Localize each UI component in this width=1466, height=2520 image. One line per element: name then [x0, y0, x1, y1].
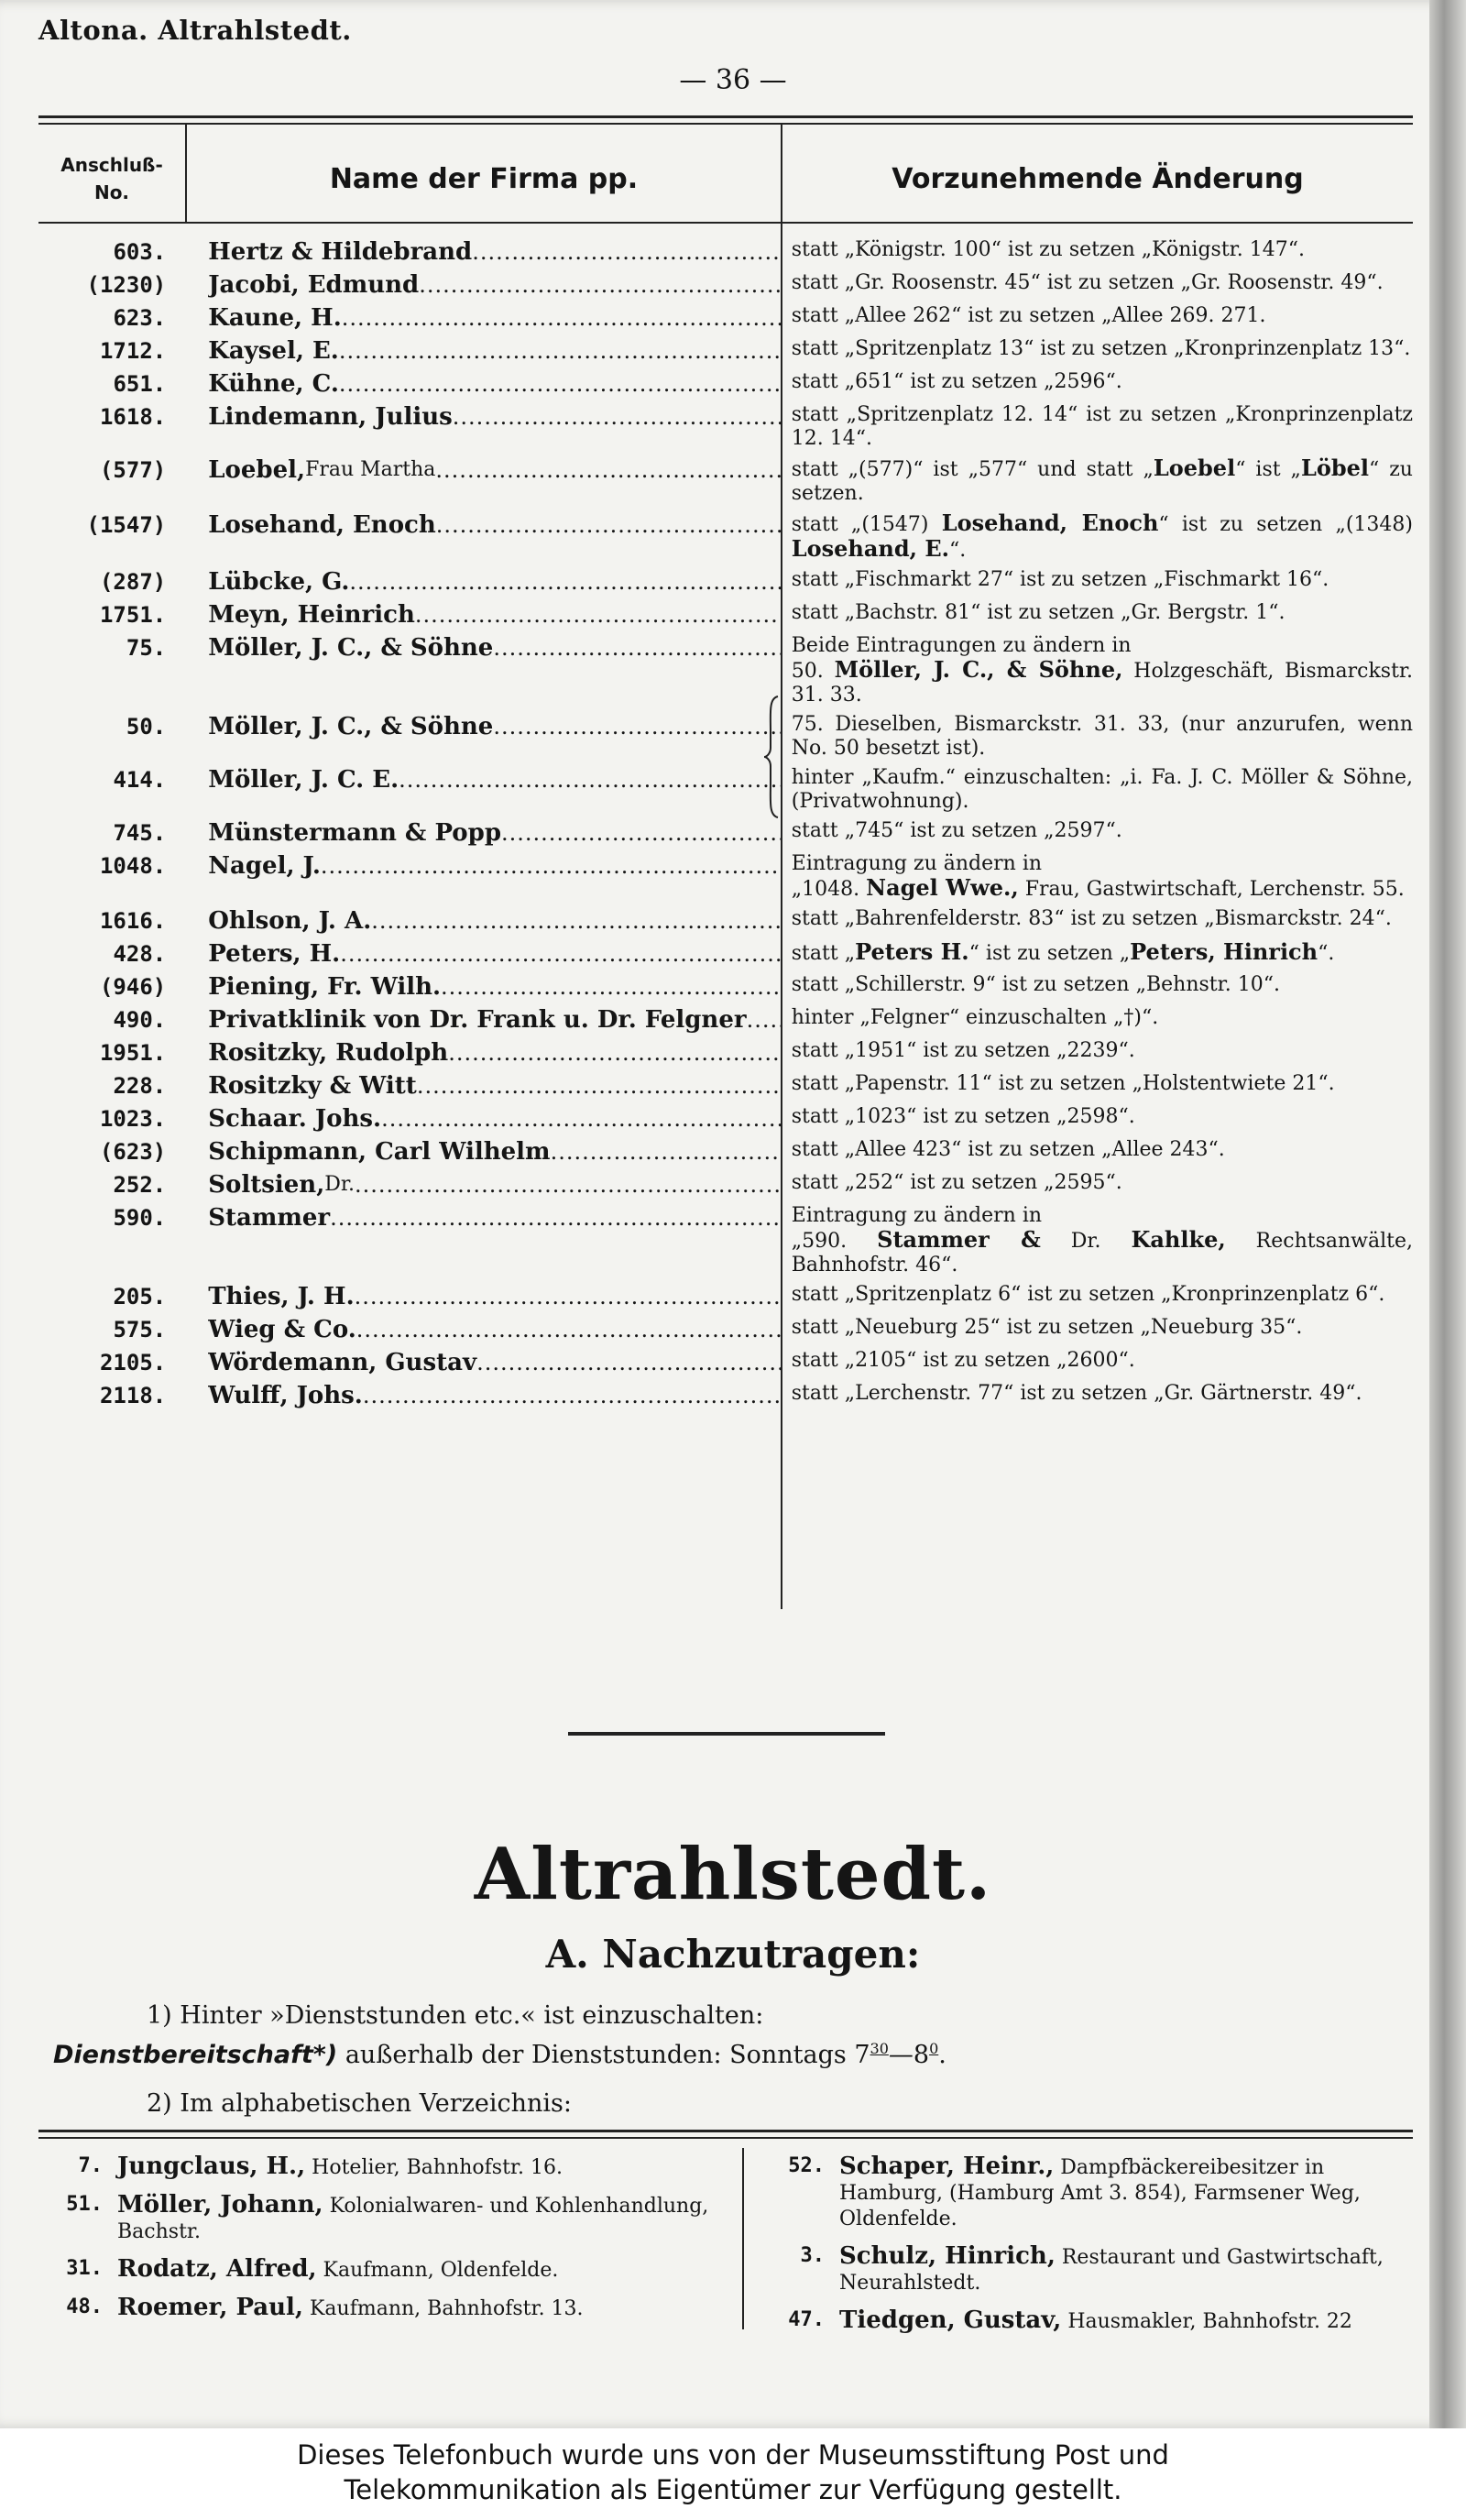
note-1-term: Dienstbereitschaft*) — [53, 2041, 338, 2069]
change-firm-name: Nagel Wwe., — [866, 874, 1019, 901]
alpha-description: Hausmakler, Bahnhofstr. 22 — [1061, 2310, 1352, 2333]
entry-name — [208, 1134, 781, 1166]
alpha-name: Schaper, Heinr., — [839, 2153, 1055, 2180]
entry-change — [792, 1200, 1413, 1277]
alpha-body — [117, 2256, 735, 2284]
firm-name: Lindemann, Julius — [208, 403, 453, 431]
alpha-number: 31. — [66, 2257, 103, 2280]
entry-row — [38, 709, 1413, 762]
change-text: 50. — [791, 660, 835, 683]
firm-name: Schaar. Johs. — [208, 1105, 382, 1133]
alpha-top-rule-thin — [38, 2137, 1413, 2139]
alpha-body — [117, 2153, 735, 2181]
entry-change — [792, 235, 1413, 262]
entry-row — [38, 1279, 1413, 1312]
leader-dots — [435, 456, 780, 484]
alpha-body — [839, 2307, 1429, 2335]
page-edge-shadow — [1429, 0, 1466, 2428]
entry-number: 2118. — [99, 1383, 167, 1408]
entry-number: (623) — [99, 1139, 167, 1165]
entry-number: 205. — [113, 1284, 167, 1309]
entry-name — [208, 849, 781, 880]
entry-name — [208, 367, 781, 398]
firm-name: Losehand, Enoch — [208, 511, 436, 539]
entry-name — [208, 334, 781, 365]
change-text: statt „1951“ ist zu setzen „2239“. — [791, 1039, 1135, 1062]
entry-number: 50. — [126, 714, 167, 740]
entry-row — [38, 937, 1413, 970]
firm-name: Kaysel, E. — [208, 337, 339, 365]
column-header-change: Vorzunehmende Änderung — [892, 162, 1304, 195]
page-number: — 36 — — [679, 64, 787, 96]
top-rule-thin — [38, 123, 1413, 125]
leader-dots — [330, 1204, 781, 1232]
entry-name — [208, 970, 781, 1001]
entry-row — [38, 1101, 1413, 1134]
alpha-body — [117, 2295, 735, 2322]
entry-number: (1547) — [86, 512, 167, 538]
firm-name: Kühne, C. — [208, 370, 339, 398]
firm-name: Wieg & Co. — [208, 1316, 356, 1343]
alpha-description: Hotelier, Bahnhofstr. 16. — [305, 2156, 563, 2179]
entry-number: 603. — [113, 239, 167, 265]
entry-row — [38, 400, 1413, 453]
leader-dots — [349, 568, 780, 596]
leader-dots — [551, 1138, 781, 1166]
alpha-entry — [760, 2307, 1429, 2335]
change-firm-name: Möller, J. C., & Söhne, — [834, 656, 1123, 683]
alpha-entry — [760, 2243, 1429, 2296]
leader-dots — [441, 973, 781, 1001]
entry-number: 1618. — [99, 404, 167, 430]
note-1-dash: —8 — [888, 2041, 930, 2069]
entry-number: 590. — [113, 1205, 167, 1231]
entry-name — [208, 1200, 781, 1232]
entry-row — [38, 453, 1413, 508]
change-list — [38, 235, 1413, 1411]
footer-line-1: Dieses Telefonbuch wurde uns von der Museumsstiftung Post und — [297, 2439, 1169, 2471]
leader-dots — [355, 1283, 781, 1310]
change-text: statt „Schillerstr. 9“ ist zu setzen „Behnstr. 10“. — [791, 973, 1280, 996]
alpha-list-left — [38, 2153, 735, 2333]
leader-dots — [340, 940, 781, 968]
entry-row — [38, 268, 1413, 301]
leader-dots — [363, 1382, 781, 1409]
entry-change — [792, 1378, 1413, 1406]
firm-suffix: Frau Martha — [305, 458, 436, 481]
entry-change — [792, 937, 1413, 966]
alpha-entry — [38, 2295, 735, 2322]
change-firm-name: Löbel — [1300, 455, 1369, 481]
header-rule — [38, 222, 1413, 224]
leader-dots — [415, 601, 781, 629]
change-text: “ ist zu setzen „(1348) — [1158, 513, 1414, 536]
entry-name — [208, 762, 781, 794]
entry-number: 252. — [113, 1172, 167, 1198]
entry-change — [792, 453, 1413, 506]
leader-dots — [476, 1349, 781, 1376]
entry-name — [208, 904, 781, 935]
change-text: Eintragung zu ändern in — [791, 1204, 1043, 1227]
entry-row — [38, 970, 1413, 1003]
alpha-body — [839, 2153, 1429, 2232]
alpha-body — [117, 2192, 735, 2245]
alpha-name: Tiedgen, Gustav, — [839, 2306, 1062, 2334]
firm-name: Rositzky & Witt — [208, 1072, 417, 1100]
entry-number: 745. — [113, 820, 167, 846]
firm-name: Hertz & Hildebrand — [208, 238, 473, 266]
entry-row — [38, 564, 1413, 597]
alpha-name: Rodatz, Alfred, — [117, 2255, 317, 2283]
change-text: statt „Spritzenplatz 13“ ist zu setzen „Kronprinzenplatz 13“. — [791, 337, 1411, 360]
change-firm-name: Peters H. — [855, 938, 969, 965]
alpha-description: Kaufmann, Bahnhofstr. 13. — [303, 2297, 584, 2320]
change-text: statt „745“ ist zu setzen „2597“. — [791, 819, 1122, 842]
entry-number: 1951. — [99, 1040, 167, 1066]
column-header-number: Anschluß- No. — [60, 154, 163, 203]
column-header-name: Name der Firma pp. — [329, 162, 639, 195]
change-text: statt „Königstr. 100“ ist zu setzen „Königstr. 147“. — [791, 238, 1305, 261]
entry-row — [38, 1035, 1413, 1068]
change-text: “ ist „ — [1235, 458, 1301, 481]
change-text: Eintragung zu ändern in — [791, 852, 1043, 875]
change-firm-name: Losehand, E. — [791, 535, 950, 562]
change-text: statt „ — [791, 942, 856, 965]
note-1-end: . — [938, 2041, 946, 2069]
entry-row — [38, 1068, 1413, 1101]
entry-change — [792, 1035, 1413, 1063]
leader-dots — [355, 1171, 781, 1199]
change-text: “ ist zu setzen „ — [968, 942, 1131, 965]
change-text: statt „Bachstr. 81“ ist zu setzen „Gr. Bergstr. 1“. — [791, 601, 1285, 624]
entry-change — [792, 1345, 1413, 1373]
alpha-body — [839, 2243, 1429, 2296]
alpha-description: Dampfbäckereibesitzer in Hamburg, (Hamburg Amt 3. 854), Farmsener Weg, Oldenfelde. — [839, 2156, 1361, 2230]
entry-row — [38, 508, 1413, 564]
firm-name: Ohlson, J. A. — [208, 907, 372, 935]
entry-name — [208, 453, 781, 484]
change-firm-name: Kahlke, — [1131, 1226, 1226, 1253]
entry-row — [38, 904, 1413, 937]
entry-number: 1751. — [99, 602, 167, 628]
change-text: statt „(1547) — [791, 513, 942, 536]
change-text: hinter „Kaufm.“ einzuschalten: „i. Fa. J. C. Möller & Söhne, (Privatwohnung). — [791, 766, 1413, 813]
note-1-sup-1: 30 — [870, 2040, 889, 2057]
alpha-list-right — [760, 2153, 1429, 2346]
change-text: „1048. — [791, 878, 867, 901]
entry-row — [38, 816, 1413, 849]
change-text: Rechtsanwälte, Bahnhofstr. 46“. — [791, 1230, 1413, 1276]
firm-name: Piening, Fr. Wilh. — [208, 973, 442, 1001]
leader-dots — [321, 852, 781, 880]
change-text: statt „Fischmarkt 27“ ist zu setzen „Fischmarkt 16“. — [791, 568, 1329, 591]
entry-row — [38, 235, 1413, 268]
change-firm-name: Loebel — [1153, 455, 1236, 481]
change-text: statt „Papenstr. 11“ ist zu setzen „Holstentwiete 21“. — [791, 1072, 1335, 1095]
leader-dots — [342, 304, 781, 332]
entry-change — [792, 268, 1413, 295]
entry-change — [792, 1312, 1413, 1340]
firm-name: Möller, J. C., & Söhne — [208, 713, 494, 740]
entry-number: (1230) — [86, 272, 167, 298]
firm-name: Meyn, Heinrich — [208, 601, 415, 629]
entry-number: 1023. — [99, 1106, 167, 1132]
change-text: statt „Spritzenplatz 12. 14“ ist zu setzen „Kronprinzenplatz 12. 14“. — [791, 403, 1413, 450]
alpha-description: Kaufmann, Oldenfelde. — [316, 2259, 559, 2282]
entry-row — [38, 1312, 1413, 1345]
entry-change — [792, 597, 1413, 625]
change-text: statt „Gr. Roosenstr. 45“ ist zu setzen „Gr. Roosenstr. 49“. — [791, 271, 1384, 294]
firm-name: Schipmann, Carl Wilhelm — [208, 1138, 551, 1166]
firm-name: Wulff, Johs. — [208, 1382, 363, 1409]
entry-change — [792, 334, 1413, 361]
entry-row — [38, 334, 1413, 367]
entry-number: 414. — [113, 767, 167, 793]
change-firm-name: Stammer & — [877, 1226, 1041, 1253]
running-head: Altona. Altrahlstedt. — [38, 15, 352, 46]
alpha-description: Restaurant und Gastwirtschaft, Neurahlstedt. — [839, 2246, 1384, 2295]
entry-number: (946) — [99, 974, 167, 1000]
entry-change — [792, 301, 1413, 328]
change-firm-name: Losehand, Enoch — [941, 509, 1159, 536]
entry-change — [792, 849, 1413, 902]
note-2: 2) Im alphabetischen Verzeichnis: — [147, 2089, 572, 2118]
entry-number: (287) — [99, 569, 167, 595]
firm-name: Stammer — [208, 1204, 331, 1232]
top-rule — [38, 115, 1413, 118]
entry-number: 623. — [113, 305, 167, 331]
change-text: “. — [949, 539, 967, 562]
leader-dots — [501, 819, 781, 847]
entry-name — [208, 1378, 781, 1409]
leader-dots — [399, 766, 781, 794]
alpha-entry — [38, 2192, 735, 2245]
entry-row — [38, 1134, 1413, 1167]
alpha-column-divider — [742, 2148, 744, 2329]
change-text: hinter „Felgner“ einzuschalten „†)“. — [791, 1006, 1159, 1029]
entry-change — [792, 508, 1413, 563]
entry-row — [38, 301, 1413, 334]
entry-number: 1712. — [99, 338, 167, 364]
entry-name — [208, 1035, 781, 1067]
change-text: statt „Neueburg 25“ ist zu setzen „Neueburg 35“. — [791, 1316, 1303, 1339]
firm-name: Münstermann & Popp — [208, 819, 502, 847]
firm-name: Möller, J. C. E. — [208, 766, 399, 794]
change-text: statt „Lerchenstr. 77“ ist zu setzen „Gr. Gärtnerstr. 49“. — [791, 1382, 1362, 1405]
change-text: Dr. — [1040, 1230, 1132, 1253]
entry-number: 1616. — [99, 908, 167, 934]
entry-name — [208, 508, 781, 539]
leader-dots — [381, 1105, 781, 1133]
entry-name — [208, 816, 781, 847]
entry-name — [208, 630, 781, 662]
alpha-top-rule — [38, 2130, 1413, 2132]
entry-change — [792, 1134, 1413, 1162]
leader-dots — [356, 1316, 781, 1343]
entry-change — [792, 709, 1413, 761]
change-text: statt „(577)“ ist „577“ und statt „ — [791, 458, 1154, 481]
entry-number: 1048. — [99, 853, 167, 879]
entry-number: 428. — [113, 941, 167, 967]
entry-name — [208, 1312, 781, 1343]
entry-change — [792, 400, 1413, 451]
alpha-entry — [760, 2153, 1429, 2232]
entry-number: 651. — [113, 371, 167, 397]
note-1: 1) Hinter »Dienststunden etc.« ist einzuschalten: — [147, 2001, 764, 2030]
section-subtitle: A. Nachzutragen: — [545, 1932, 921, 1977]
entry-name — [208, 1101, 781, 1133]
entry-change — [792, 630, 1413, 707]
section-divider — [568, 1732, 885, 1736]
firm-name: Thies, J. H. — [208, 1283, 355, 1310]
entry-row — [38, 630, 1413, 709]
entry-name — [208, 268, 781, 299]
entry-row — [38, 597, 1413, 630]
change-text: statt „2105“ ist zu setzen „2600“. — [791, 1349, 1135, 1372]
entry-row — [38, 762, 1413, 816]
change-firm-name: Peters, Hinrich — [1130, 938, 1318, 965]
note-1-rest: außerhalb der Dienststunden: Sonntags 7 — [337, 2041, 870, 2069]
entry-change — [792, 970, 1413, 997]
entry-number: 575. — [113, 1317, 167, 1342]
entry-change — [792, 367, 1413, 394]
leader-dots — [472, 238, 781, 266]
firm-name: Peters, H. — [208, 940, 341, 968]
entry-name — [208, 1167, 781, 1199]
entry-change — [792, 816, 1413, 843]
change-text: statt „Allee 423“ ist zu setzen „Allee 243“. — [791, 1138, 1225, 1161]
leader-dots — [419, 271, 781, 299]
alpha-entry — [38, 2153, 735, 2181]
section-title: Altrahlstedt. — [474, 1833, 992, 1916]
alpha-name: Möller, Johann, — [117, 2191, 323, 2219]
entry-change — [792, 1068, 1413, 1096]
leader-dots — [436, 511, 781, 539]
change-text: „590. — [791, 1230, 878, 1253]
alpha-number: 7. — [78, 2154, 103, 2177]
leader-dots — [417, 1072, 781, 1100]
leader-dots — [371, 907, 781, 935]
entry-change — [792, 904, 1413, 931]
firm-name: Nagel, J. — [208, 852, 321, 880]
entry-change — [792, 1279, 1413, 1307]
entry-row — [38, 849, 1413, 904]
change-text: Holzgeschäft, Bismarckstr. 31. 33. — [791, 660, 1414, 707]
leader-dots — [493, 634, 780, 662]
alpha-number: 52. — [788, 2154, 825, 2177]
change-text: “ zu setzen. — [791, 458, 1413, 505]
leader-dots — [448, 1039, 781, 1067]
firm-name: Kaune, H. — [208, 304, 342, 332]
entry-name — [208, 400, 781, 431]
alpha-name: Jungclaus, H., — [117, 2153, 306, 2180]
entry-name — [208, 709, 781, 740]
entry-name — [208, 597, 781, 629]
firm-suffix: Dr. — [324, 1173, 355, 1196]
change-text: statt „1023“ ist zu setzen „2598“. — [791, 1105, 1135, 1128]
entry-row — [38, 1200, 1413, 1279]
entry-row — [38, 1003, 1413, 1035]
entry-number: 228. — [113, 1073, 167, 1099]
alpha-name: Roemer, Paul, — [117, 2294, 303, 2321]
alpha-number: 3. — [800, 2244, 825, 2267]
footer-line-2: Telekommunikation als Eigentümer zur Verfügung gestellt. — [344, 2474, 1122, 2505]
firm-name: Rositzky, Rudolph — [208, 1039, 449, 1067]
firm-name: Soltsien, — [208, 1171, 325, 1199]
entry-number: 2105. — [99, 1350, 167, 1375]
alpha-number: 48. — [66, 2295, 103, 2318]
change-text: 75. Dieselben, Bismarckstr. 31. 33, (nur anzurufen, wenn No. 50 besetzt ist). — [791, 713, 1413, 760]
entry-change — [792, 1003, 1413, 1030]
alpha-number: 47. — [788, 2308, 825, 2331]
change-text: statt „651“ ist zu setzen „2596“. — [791, 370, 1122, 393]
firm-name: Wördemann, Gustav — [208, 1349, 477, 1376]
entry-name — [208, 1068, 781, 1100]
entry-change — [792, 564, 1413, 592]
entry-row — [38, 1345, 1413, 1378]
change-text: “. — [1318, 942, 1335, 965]
leader-dots — [747, 1006, 781, 1034]
change-text: Beide Eintragungen zu ändern in — [791, 634, 1132, 657]
entry-number: 490. — [113, 1007, 167, 1033]
leader-dots — [339, 370, 781, 398]
alpha-name: Schulz, Hinrich, — [839, 2242, 1056, 2270]
entry-row — [38, 1378, 1413, 1411]
alpha-number: 51. — [66, 2193, 103, 2216]
alpha-entry — [38, 2256, 735, 2284]
entry-number: 75. — [126, 635, 167, 661]
leader-dots — [493, 713, 780, 740]
entry-change — [792, 762, 1413, 814]
entry-name — [208, 301, 781, 332]
entry-row — [38, 1167, 1413, 1200]
column-divider-1 — [185, 125, 187, 222]
firm-name: Lübcke, G. — [208, 568, 350, 596]
firm-name: Möller, J. C., & Söhne — [208, 634, 494, 662]
entry-row — [38, 367, 1413, 400]
entry-name — [208, 235, 781, 266]
change-text: Frau, Gastwirtschaft, Lerchenstr. 55. — [1018, 878, 1405, 901]
footer — [0, 2428, 1466, 2520]
firm-name: Jacobi, Edmund — [208, 271, 420, 299]
entry-name — [208, 937, 781, 968]
leader-dots — [453, 403, 781, 431]
firm-name: Privatklinik von Dr. Frank u. Dr. Felgner — [208, 1006, 747, 1034]
firm-name: Loebel, — [208, 456, 306, 484]
change-text: statt „252“ ist zu setzen „2595“. — [791, 1171, 1122, 1194]
entry-name — [208, 1345, 781, 1376]
entry-name — [208, 564, 781, 596]
entry-change — [792, 1167, 1413, 1195]
entry-change — [792, 1101, 1413, 1129]
change-text: statt „Allee 262“ ist zu setzen „Allee 269. 271. — [791, 304, 1266, 327]
change-text: statt „Bahrenfelderstr. 83“ ist zu setzen „Bismarckstr. 24“. — [791, 907, 1392, 930]
note-1-sup-2: 0 — [929, 2040, 939, 2057]
alpha-description: Kolonialwaren- und Kohlenhandlung, Bachstr. — [117, 2195, 709, 2243]
entry-number: (577) — [99, 457, 167, 483]
change-text: statt „Spritzenplatz 6“ ist zu setzen „Kronprinzenplatz 6“. — [791, 1283, 1385, 1306]
leader-dots — [339, 337, 781, 365]
entry-name — [208, 1003, 781, 1034]
entry-name — [208, 1279, 781, 1310]
note-1-line-2 — [53, 2040, 1409, 2069]
